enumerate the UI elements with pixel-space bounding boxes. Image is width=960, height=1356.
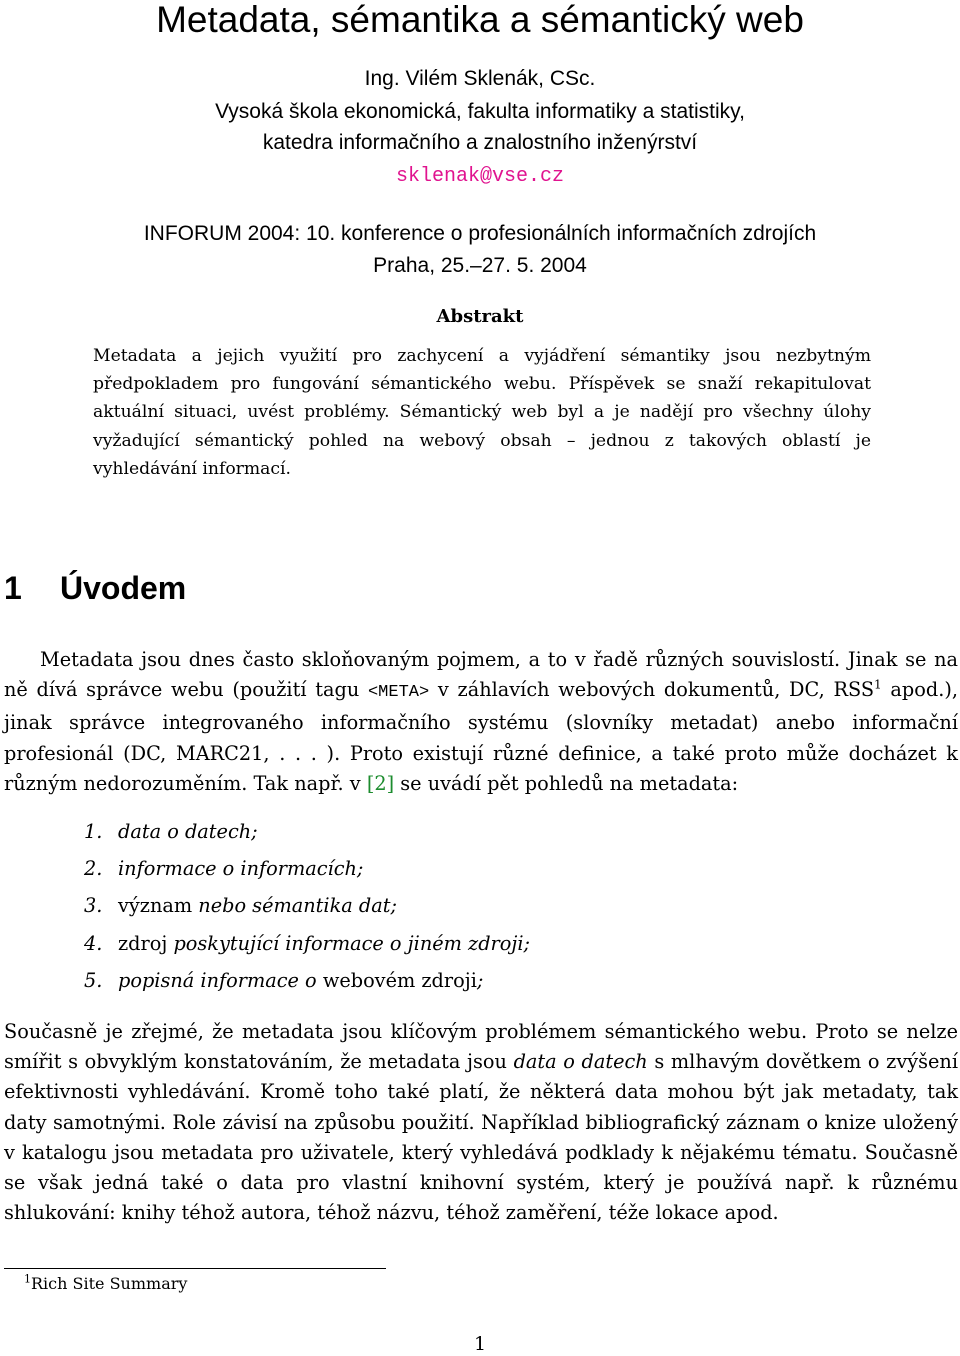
intro-text-4: se uvádí pět pohledů na metadata: <box>394 771 739 795</box>
list-item-text-upright: význam <box>118 894 193 918</box>
list-item-text: popisná informace o <box>118 968 323 992</box>
list-item <box>84 927 530 964</box>
list-item-text: informace o informacích; <box>118 857 364 881</box>
footnote-mark: 1 <box>24 1272 31 1286</box>
footnote <box>24 1272 187 1296</box>
list-item-text-upright: webovém zdroji <box>322 968 477 992</box>
list-item <box>84 815 530 852</box>
section-title: Úvodem <box>60 570 187 606</box>
intro-text-3: apod.), jinak správce integrovaného informačního systému (slovníky metadat) anebo informační profesionál (DC, MARC21, . . . ). Proto existují různé definice, a také proto může docházet k různým nedorozuměním. Tak např. v <box>4 678 958 795</box>
body-emphasis: data o datech <box>513 1050 648 1074</box>
abstract-heading: Abstrakt <box>436 306 524 327</box>
list-item <box>84 964 530 1001</box>
list-item-number: 1. <box>84 820 103 843</box>
citation-link[interactable]: [2] <box>366 771 395 795</box>
author-name: Ing. Vilém Sklenák, CSc. <box>364 67 596 90</box>
email-line <box>0 161 960 191</box>
body-text-1: Současně je zřejmé, že metadata jsou klíčovým problémem sémantického webu. Proto se nelze smířit s obvyklým konstatováním, že metadata jsou <box>4 1020 958 1074</box>
meta-tag-code: <META> <box>367 683 430 703</box>
section-number: 1 <box>4 570 22 606</box>
list-item-number: 3. <box>84 894 103 918</box>
list-item <box>84 889 530 926</box>
intro-text-2: v záhlavích webových dokumentů, DC, RSS <box>429 678 875 702</box>
footnote-divider <box>4 1268 386 1269</box>
paper-title: Metadata, sémantika a sémantický web <box>156 0 804 40</box>
list-item-text-upright: zdroj <box>118 931 168 955</box>
list-item-number: 4. <box>84 931 103 955</box>
affiliation-line-2: katedra informačního a znalostního inženýrství <box>262 131 698 154</box>
list-item-number: 2. <box>84 857 103 881</box>
list-item-text: nebo sémantika dat; <box>192 894 397 918</box>
section-heading <box>4 568 186 608</box>
abstract-text: Metadata a jejich využití pro zachycení a vyjádření sémantiky jsou nezbytným předpokladem pro fungování sémantického webu. Příspěvek se snaží rekapitulovat aktuální situaci, uvést problémy. Sémantický web byl a je nadějí pro všechny úlohy vyžadující sémantický pohled na webový obsah – jednou z takových oblastí je vyhledávání informací. <box>93 346 871 479</box>
footnote-ref[interactable]: 1 <box>874 677 882 692</box>
metadata-views-list <box>84 815 530 1001</box>
email-link[interactable]: sklenak@vse.cz <box>395 165 565 188</box>
list-item <box>84 852 530 889</box>
body-text-2: s mlhavým dovětkem o zvýšení efektivnosti vyhledávání. Kromě toho také platí, že některá data mohou být jak metadaty, tak daty samotnými. Role závisí na způsobu použití. Například bibliografický záznam o knize uložený v katalogu jsou metadata pro uživatele, který vyhledává podklady k nějakému tématu. Současně se však jedná také o data pro vlastní knihovní systém, který je používá např. k různému shlukování: knihy téhož autora, téhož názvu, téhož zaměření, téže lokace apod. <box>4 1050 958 1225</box>
list-item-text-end: ; <box>476 968 484 992</box>
body-paragraph <box>4 1017 958 1228</box>
affiliation-line-1: Vysoká škola ekonomická, fakulta informatiky a statistiky, <box>215 100 745 123</box>
intro-paragraph <box>4 645 958 799</box>
list-item-number: 5. <box>84 968 103 992</box>
conference-line: INFORUM 2004: 10. konference o profesionálních informačních zdrojích <box>143 222 817 245</box>
page-number: 1 <box>473 1333 487 1355</box>
footnote-text: Rich Site Summary <box>31 1274 188 1293</box>
list-item-text: poskytující informace o jiném zdroji; <box>167 931 531 955</box>
place-date-line: Praha, 25.–27. 5. 2004 <box>373 254 587 277</box>
intro-text-1: Metadata jsou dnes často skloňovaným pojmem, a to v řadě různých souvislostí. Jinak se na ně dívá správce webu (použití tagu <box>4 648 958 702</box>
list-item-text: data o datech; <box>118 820 258 843</box>
